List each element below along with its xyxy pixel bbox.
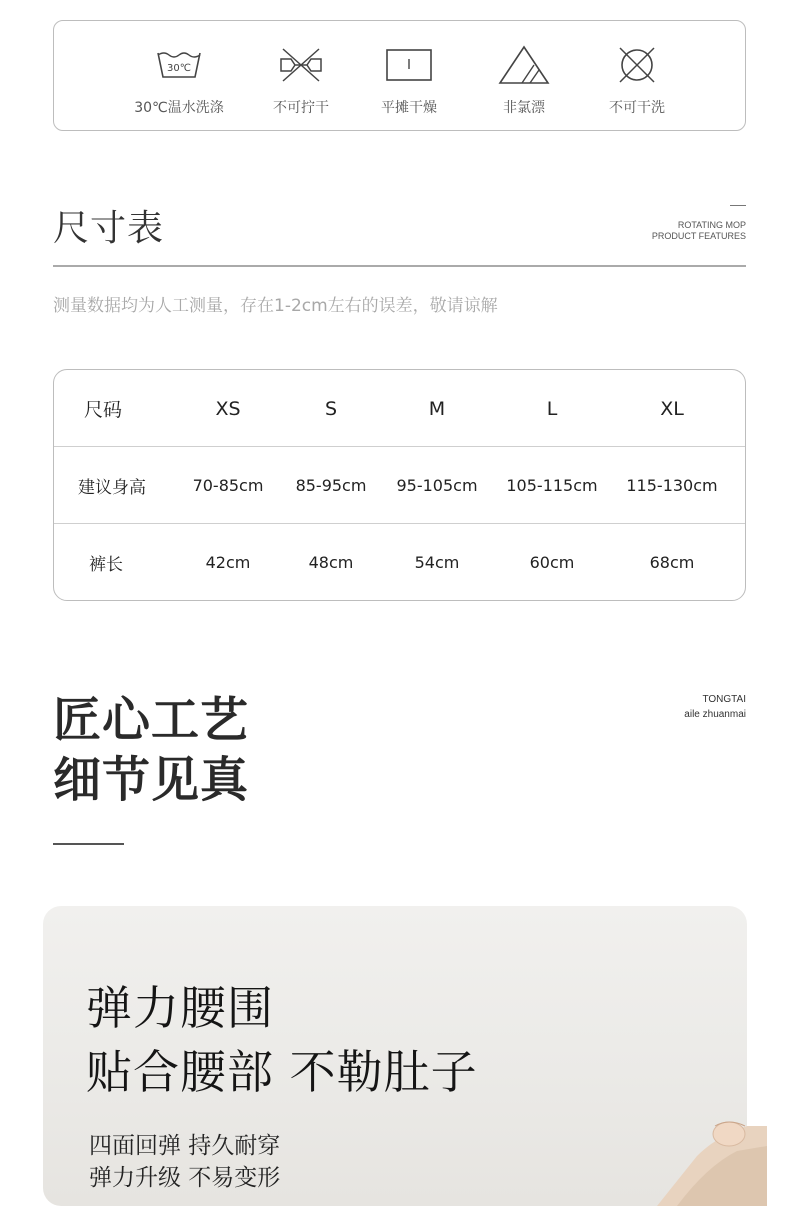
feature-subtext (89, 1130, 280, 1194)
care-label-no-dry-clean: 不可干洗 (609, 100, 665, 116)
wash-30-icon (119, 43, 239, 87)
hand-stretching-waistband-image (637, 1096, 757, 1206)
table-row (54, 447, 745, 524)
care-label-no-wring: 不可拧干 (273, 100, 329, 116)
craft-underline (53, 843, 124, 845)
row-label: 建议身高 (78, 478, 146, 498)
care-instructions-card (53, 20, 746, 131)
craft-heading (53, 690, 249, 810)
size-table (53, 369, 746, 601)
brand-en-line2: aile zhuanmai (684, 709, 746, 720)
care-item-no-wring (241, 21, 361, 132)
table-cell: 42cm (205, 553, 251, 572)
en-tag-line1: ROTATING MOP (677, 220, 746, 230)
table-header-cell: L (546, 397, 558, 420)
feature-headline (86, 976, 478, 1104)
feature-headline-line2: 贴合腰部 不勒肚子 (86, 1045, 478, 1099)
dry-flat-icon (349, 43, 469, 87)
feature-sub-line1: 四面回弹 持久耐穿 (89, 1133, 281, 1159)
table-cell: 95-105cm (396, 476, 478, 495)
no-wring-icon (241, 43, 361, 87)
table-cell: 115-130cm (626, 476, 718, 495)
feature-sub-line2: 弹力升级 不易变形 (89, 1165, 281, 1191)
table-row (54, 524, 745, 601)
size-chart-title: 尺寸表 (53, 208, 165, 249)
size-chart-en-tag (652, 220, 746, 242)
craft-heading-line2: 细节见真 (53, 752, 250, 808)
section-divider (53, 265, 746, 267)
table-cell: 70-85cm (192, 476, 264, 495)
care-label-wash: 30℃温水洗涤 (134, 100, 224, 116)
no-dry-clean-icon (577, 43, 697, 87)
care-item-no-dry-clean (577, 21, 697, 132)
care-item-wash (119, 21, 239, 132)
craft-heading-line1: 匠心工艺 (53, 692, 250, 748)
table-header-cell: 尺码 (84, 399, 123, 421)
table-cell: 54cm (414, 553, 460, 572)
table-header-row (54, 370, 745, 447)
table-cell: 85-95cm (295, 476, 367, 495)
care-label-no-bleach: 非氯漂 (503, 100, 545, 116)
header-dash (730, 205, 746, 206)
table-cell: 48cm (308, 553, 354, 572)
feature-headline-line1: 弹力腰围 (86, 981, 274, 1035)
care-item-dry-flat (349, 21, 469, 132)
table-cell: 105-115cm (506, 476, 598, 495)
table-header-cell: M (428, 397, 446, 420)
en-tag-line2: PRODUCT FEATURES (651, 231, 746, 241)
brand-en-line1: TONGTAI (702, 694, 746, 705)
table-header-cell: XL (660, 397, 684, 420)
table-header-cell: XS (215, 397, 241, 420)
table-cell: 60cm (529, 553, 575, 572)
care-label-dry-flat: 平摊干燥 (381, 100, 437, 116)
row-label: 裤长 (89, 555, 123, 575)
no-bleach-icon (464, 43, 584, 87)
brand-en-tag (684, 692, 746, 722)
measurement-note: 测量数据均为人工测量，存在1-2cm左右的误差，敬请谅解 (53, 296, 498, 316)
care-item-no-bleach (464, 21, 584, 132)
table-cell: 68cm (649, 553, 695, 572)
feature-photo-card (43, 906, 747, 1206)
svg-text:30℃: 30℃ (167, 63, 191, 74)
table-header-cell: S (324, 397, 338, 420)
